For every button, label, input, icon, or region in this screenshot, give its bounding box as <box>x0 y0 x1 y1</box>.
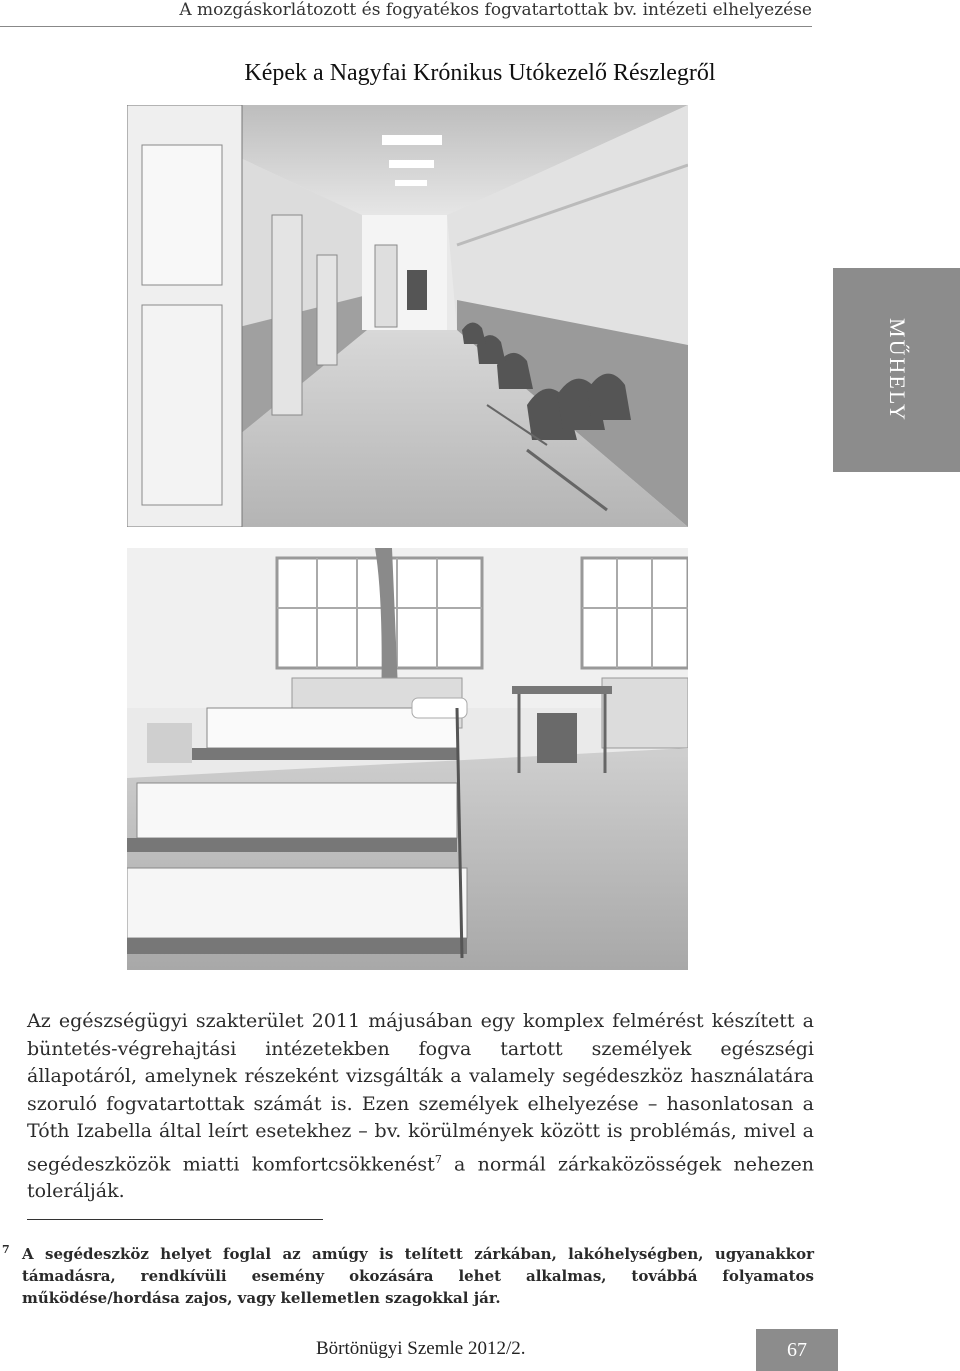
page-title: Képek a Nagyfai Krónikus Utókezelő Részlegről <box>244 60 716 86</box>
page-number: 67 <box>787 1339 807 1361</box>
footnote <box>2 1243 814 1309</box>
section-tab <box>833 268 960 472</box>
footnote-number: 7 <box>2 1243 10 1256</box>
journal-name: Börtönügyi Szemle 2012/2. <box>316 1338 526 1359</box>
footnote-text: A segédeszköz helyet foglal az amúgy is telített zárkában, lakóhelységben, ugyanakkor támadásra, rendkívüli esemény okozására lehet alkalmas, továbbá folyamatos működése/hordása zajos, vagy kellemetlen szagokkal jár. <box>22 1245 814 1307</box>
page-number-box <box>756 1329 838 1371</box>
body-text-after: a normál zárkaközösségek nehezen tolerálják. <box>27 1152 814 1203</box>
running-header-title: A mozgáskorlátozott és fogyatékos fogvatartottak bv. intézeti elhelyezése <box>179 0 812 20</box>
corridor-photo <box>127 105 688 527</box>
section-tab-label: MŰHELY <box>884 318 910 422</box>
body-text-before: Az egészségügyi szakterület 2011 májusában egy komplex felmérést készített a büntetés-végrehajtási intézetekben fogva tartott személyek egészségi állapotáról, amelynek részeként vizsgálták a valamely segédeszköz használatára szoruló fogvatartottak számát is. Ezen személyek elhelyezése – hasonlatosan a Tóth Izabella által leírt esetekhez – bv. körülmények között is problémás, mivel a segédeszközök miatti komfortcsökkenést <box>27 1010 814 1175</box>
footnote-divider <box>27 1219 323 1220</box>
footnote-reference: 7 <box>434 1152 442 1166</box>
running-header <box>0 0 812 27</box>
ward-photo <box>127 548 688 970</box>
body-paragraph <box>27 1008 814 1206</box>
